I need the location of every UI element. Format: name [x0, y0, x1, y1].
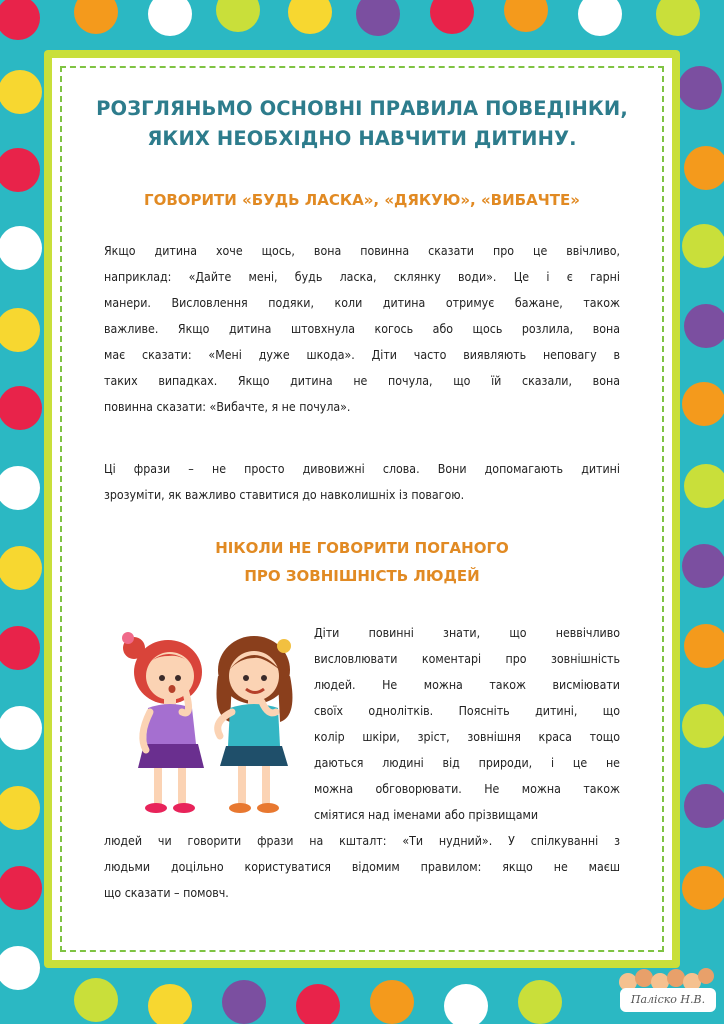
- paragraph-line: манери. Висловлення подяки, коли дитина отримує бажане, також: [104, 296, 620, 310]
- section2-heading-line-1: НІКОЛИ НЕ ГОВОРИТИ ПОГАНОГО: [215, 539, 509, 557]
- polka-dot: [288, 0, 332, 34]
- paragraph-line: Ці фрази – не просто дивовижні слова. Вони допомагають дитині: [104, 462, 620, 476]
- paragraph-line: Якщо дитина хоче щось, вона повинна сказати про це ввічливо,: [104, 244, 620, 258]
- polka-dot: [682, 704, 724, 748]
- paragraph-line: повинна сказати: «Вибачте, я не почула».: [104, 400, 351, 414]
- polka-dot: [0, 226, 42, 270]
- polka-dot: [684, 304, 724, 348]
- page-title: [82, 94, 642, 154]
- paragraph-line: Діти повинні знати, що неввічливо: [314, 626, 620, 640]
- polka-dot: [684, 784, 724, 828]
- polka-dot: [0, 946, 40, 990]
- paragraph-line: наприклад: «Дайте мені, будь ласка, склянку води». Це і є гарні: [104, 270, 620, 284]
- polka-dot: [678, 66, 722, 110]
- section1-heading-text: ГОВОРИТИ «БУДЬ ЛАСКА», «ДЯКУЮ», «ВИБАЧТЕ»: [144, 191, 580, 209]
- polka-dot: [216, 0, 260, 32]
- polka-dot: [0, 466, 40, 510]
- polka-dot: [518, 980, 562, 1024]
- paragraph-line: людей. Не можна також висміювати: [314, 678, 620, 692]
- polka-dot: [356, 0, 400, 36]
- polka-dot: [0, 866, 42, 910]
- paragraph-line: таких випадках. Якщо дитина не почула, що їй сказали, вона: [104, 374, 620, 388]
- polka-dot: [578, 0, 622, 36]
- section2-heading-line-2: ПРО ЗОВНІШНІСТЬ ЛЮДЕЙ: [244, 567, 480, 585]
- polka-dot: [430, 0, 474, 34]
- polka-dot: [0, 148, 40, 192]
- polka-dot: [0, 546, 42, 590]
- paragraph-line: людьми доцільно користуватися відомим правилом: якщо не маєш: [104, 860, 620, 874]
- polka-dot: [682, 544, 724, 588]
- polka-dot: [0, 0, 40, 40]
- polka-dot: [148, 0, 192, 36]
- section2-paragraph-full: [104, 828, 620, 906]
- polka-dot: [74, 0, 118, 34]
- paragraph-line: можна обговорювати. Не можна також: [314, 782, 620, 796]
- two-girls-illustration: [112, 626, 312, 826]
- polka-dot: [656, 0, 700, 36]
- polka-dot: [444, 984, 488, 1024]
- section2-paragraph-right: [314, 620, 620, 828]
- polka-dot: [504, 0, 548, 32]
- content-card: [52, 58, 672, 960]
- section1-heading: [82, 186, 642, 214]
- polka-dot: [682, 866, 724, 910]
- paragraph-line: колір шкіри, зріст, зовнішня краса тощо: [314, 730, 620, 744]
- polka-dot: [0, 706, 42, 750]
- polka-dot: [0, 308, 40, 352]
- girl-right: [217, 636, 293, 813]
- polka-dot: [0, 70, 42, 114]
- polka-dot: [0, 386, 42, 430]
- paragraph-line: сміятися над іменами або прізвищами: [314, 808, 539, 822]
- polka-dot: [148, 984, 192, 1024]
- girl-left: [122, 632, 204, 813]
- paragraph-line: що сказати – помовч.: [104, 886, 229, 900]
- section2-heading: [82, 534, 642, 590]
- polka-dot: [370, 980, 414, 1024]
- paragraph-line: має сказати: «Мені дуже шкода». Діти часто виявляють неповагу в: [104, 348, 620, 362]
- author-signature: Паліско Н.В.: [620, 988, 716, 1012]
- section1-paragraph-1: [104, 238, 620, 420]
- polka-dot: [222, 980, 266, 1024]
- section1-paragraph-2: [104, 456, 620, 508]
- polka-dot: [684, 146, 724, 190]
- paragraph-line: людей чи говорити фрази на кшталт: «Ти нудний». У спілкуванні з: [104, 834, 620, 848]
- polka-dot: [296, 984, 340, 1024]
- polka-dot: [684, 624, 724, 668]
- paragraph-line: даються людині від природи, і це не: [314, 756, 620, 770]
- paragraph-line: важливе. Якщо дитина штовхнула когось або щось розлила, вона: [104, 322, 620, 336]
- polka-dot: [684, 464, 724, 508]
- paragraph-line: своїх однолітків. Поясніть дитині, що: [314, 704, 620, 718]
- page-title-line-2: ЯКИХ НЕОБХІДНО НАВЧИТИ ДИТИНУ.: [147, 127, 577, 150]
- paragraph-line: зрозуміти, як важливо ставитися до навколишніх із повагою.: [104, 488, 465, 502]
- paragraph-line: висловлювати коментарі про зовнішність: [314, 652, 620, 666]
- polka-dot: [0, 626, 40, 670]
- polka-dot: [0, 786, 40, 830]
- polka-dot: [74, 978, 118, 1022]
- page-title-line-1: РОЗГЛЯНЬМО ОСНОВНІ ПРАВИЛА ПОВЕДІНКИ,: [96, 97, 628, 120]
- polka-dot: [682, 382, 724, 426]
- polka-dot: [682, 224, 724, 268]
